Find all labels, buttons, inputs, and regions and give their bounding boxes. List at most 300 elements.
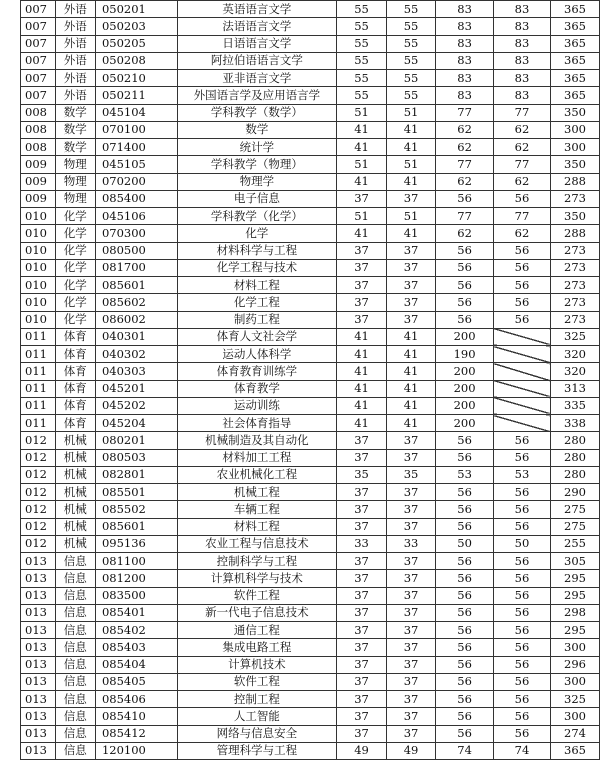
dept-code-cell: 011 bbox=[21, 363, 56, 380]
score-politics-cell: 37 bbox=[337, 277, 387, 294]
score-subject-1-cell: 56 bbox=[436, 708, 494, 725]
score-politics-cell: 41 bbox=[337, 328, 387, 345]
dept-name-cell: 机械 bbox=[55, 501, 95, 518]
score-politics-cell: 55 bbox=[337, 52, 387, 69]
table-row bbox=[21, 501, 600, 518]
major-name-cell: 学科教学（数学） bbox=[177, 104, 337, 121]
score-politics-cell: 51 bbox=[337, 208, 387, 225]
score-subject-1-cell: 77 bbox=[436, 104, 494, 121]
score-subject-1-cell: 200 bbox=[436, 363, 494, 380]
table-row bbox=[21, 570, 600, 587]
score-subject-2-cell: 56 bbox=[493, 570, 550, 587]
score-subject-1-cell: 62 bbox=[436, 139, 494, 156]
table-row bbox=[21, 208, 600, 225]
score-subject-2-cell: 56 bbox=[493, 294, 550, 311]
major-name-cell: 计算机科学与技术 bbox=[177, 570, 337, 587]
score-total-cell: 320 bbox=[551, 346, 600, 363]
score-politics-cell: 55 bbox=[337, 18, 387, 35]
major-code-cell: 083500 bbox=[95, 587, 177, 604]
score-subject-1-cell: 56 bbox=[436, 691, 494, 708]
score-politics-cell: 37 bbox=[337, 484, 387, 501]
score-total-cell: 338 bbox=[551, 415, 600, 432]
score-subject-1-cell: 74 bbox=[436, 742, 494, 759]
major-name-cell: 学科教学（物理） bbox=[177, 156, 337, 173]
major-name-cell: 通信工程 bbox=[177, 622, 337, 639]
dept-code-cell: 007 bbox=[21, 87, 56, 104]
table-row bbox=[21, 673, 600, 690]
dept-name-cell: 信息 bbox=[55, 656, 95, 673]
score-subject-1-cell: 56 bbox=[436, 725, 494, 742]
score-politics-cell: 37 bbox=[337, 449, 387, 466]
major-code-cell: 085501 bbox=[95, 484, 177, 501]
score-politics-cell: 37 bbox=[337, 294, 387, 311]
score-subject-1-cell: 56 bbox=[436, 311, 494, 328]
score-total-cell: 273 bbox=[551, 277, 600, 294]
dept-code-cell: 009 bbox=[21, 190, 56, 207]
score-total-cell: 365 bbox=[551, 87, 600, 104]
dept-name-cell: 机械 bbox=[55, 484, 95, 501]
score-total-cell: 350 bbox=[551, 208, 600, 225]
score-subject-2-cell: 74 bbox=[493, 742, 550, 759]
score-total-cell: 365 bbox=[551, 35, 600, 52]
score-total-cell: 288 bbox=[551, 173, 600, 190]
dept-name-cell: 物理 bbox=[55, 190, 95, 207]
score-total-cell: 300 bbox=[551, 639, 600, 656]
score-politics-cell: 41 bbox=[337, 346, 387, 363]
score-foreign-language-cell: 37 bbox=[386, 432, 436, 449]
score-politics-cell: 37 bbox=[337, 553, 387, 570]
major-code-cell: 085403 bbox=[95, 639, 177, 656]
score-subject-2-cell: 62 bbox=[493, 121, 550, 138]
major-name-cell: 物理学 bbox=[177, 173, 337, 190]
score-foreign-language-cell: 55 bbox=[386, 87, 436, 104]
table-row bbox=[21, 294, 600, 311]
major-code-cell: 086002 bbox=[95, 311, 177, 328]
score-foreign-language-cell: 41 bbox=[386, 363, 436, 380]
major-name-cell: 新一代电子信息技术 bbox=[177, 604, 337, 621]
major-code-cell: 070300 bbox=[95, 225, 177, 242]
major-name-cell: 学科教学（化学） bbox=[177, 208, 337, 225]
score-total-cell: 290 bbox=[551, 484, 600, 501]
score-foreign-language-cell: 37 bbox=[386, 622, 436, 639]
dept-name-cell: 化学 bbox=[55, 311, 95, 328]
table-row bbox=[21, 415, 600, 432]
dept-name-cell: 信息 bbox=[55, 639, 95, 656]
score-total-cell: 273 bbox=[551, 242, 600, 259]
score-foreign-language-cell: 37 bbox=[386, 190, 436, 207]
score-subject-1-cell: 83 bbox=[436, 52, 494, 69]
dept-name-cell: 化学 bbox=[55, 208, 95, 225]
score-total-cell: 365 bbox=[551, 70, 600, 87]
score-politics-cell: 37 bbox=[337, 639, 387, 656]
score-total-cell: 295 bbox=[551, 570, 600, 587]
score-total-cell: 295 bbox=[551, 622, 600, 639]
score-subject-1-cell: 200 bbox=[436, 397, 494, 414]
score-politics-cell: 37 bbox=[337, 311, 387, 328]
major-code-cell: 045105 bbox=[95, 156, 177, 173]
table-row bbox=[21, 346, 600, 363]
score-subject-2-cell: 56 bbox=[493, 277, 550, 294]
score-subject-2-cell: 56 bbox=[493, 449, 550, 466]
score-total-cell: 288 bbox=[551, 225, 600, 242]
major-name-cell: 电子信息 bbox=[177, 190, 337, 207]
major-name-cell: 体育人文社会学 bbox=[177, 328, 337, 345]
dept-name-cell: 体育 bbox=[55, 415, 95, 432]
major-code-cell: 071400 bbox=[95, 139, 177, 156]
table-row bbox=[21, 259, 600, 276]
score-total-cell: 273 bbox=[551, 294, 600, 311]
score-politics-cell: 37 bbox=[337, 604, 387, 621]
table-row bbox=[21, 484, 600, 501]
score-politics-cell: 37 bbox=[337, 673, 387, 690]
score-subject-2-cell: 56 bbox=[493, 587, 550, 604]
score-politics-cell: 41 bbox=[337, 173, 387, 190]
score-subject-2-cell: 62 bbox=[493, 139, 550, 156]
major-code-cell: 085412 bbox=[95, 725, 177, 742]
score-subject-2-cell: 62 bbox=[493, 225, 550, 242]
dept-name-cell: 体育 bbox=[55, 363, 95, 380]
major-code-cell: 095136 bbox=[95, 535, 177, 552]
score-subject-2-cell: 50 bbox=[493, 535, 550, 552]
major-name-cell: 软件工程 bbox=[177, 673, 337, 690]
score-subject-1-cell: 50 bbox=[436, 535, 494, 552]
dept-code-cell: 013 bbox=[21, 622, 56, 639]
score-foreign-language-cell: 37 bbox=[386, 242, 436, 259]
score-foreign-language-cell: 41 bbox=[386, 415, 436, 432]
score-politics-cell: 37 bbox=[337, 587, 387, 604]
score-subject-2-cell: 83 bbox=[493, 70, 550, 87]
score-politics-cell: 37 bbox=[337, 190, 387, 207]
dept-code-cell: 013 bbox=[21, 673, 56, 690]
score-subject-2-cell: 56 bbox=[493, 501, 550, 518]
table-row bbox=[21, 121, 600, 138]
major-code-cell: 085401 bbox=[95, 604, 177, 621]
score-foreign-language-cell: 35 bbox=[386, 466, 436, 483]
dept-code-cell: 011 bbox=[21, 397, 56, 414]
table-row bbox=[21, 190, 600, 207]
score-subject-2-cell bbox=[493, 380, 550, 397]
score-politics-cell: 51 bbox=[337, 156, 387, 173]
dept-code-cell: 007 bbox=[21, 18, 56, 35]
dept-code-cell: 012 bbox=[21, 466, 56, 483]
major-name-cell: 软件工程 bbox=[177, 587, 337, 604]
score-total-cell: 274 bbox=[551, 725, 600, 742]
major-code-cell: 050211 bbox=[95, 87, 177, 104]
score-politics-cell: 41 bbox=[337, 139, 387, 156]
table-row bbox=[21, 397, 600, 414]
score-politics-cell: 37 bbox=[337, 708, 387, 725]
major-code-cell: 045104 bbox=[95, 104, 177, 121]
major-name-cell: 制药工程 bbox=[177, 311, 337, 328]
score-subject-2-cell: 56 bbox=[493, 432, 550, 449]
major-name-cell: 外国语言学及应用语言学 bbox=[177, 87, 337, 104]
score-total-cell: 280 bbox=[551, 432, 600, 449]
score-politics-cell: 55 bbox=[337, 35, 387, 52]
dept-code-cell: 013 bbox=[21, 656, 56, 673]
dept-name-cell: 信息 bbox=[55, 742, 95, 759]
table-row bbox=[21, 432, 600, 449]
table-row bbox=[21, 173, 600, 190]
score-total-cell: 275 bbox=[551, 501, 600, 518]
dept-name-cell: 机械 bbox=[55, 449, 95, 466]
dept-code-cell: 010 bbox=[21, 242, 56, 259]
score-subject-2-cell: 62 bbox=[493, 173, 550, 190]
score-foreign-language-cell: 51 bbox=[386, 156, 436, 173]
score-foreign-language-cell: 37 bbox=[386, 604, 436, 621]
dept-code-cell: 012 bbox=[21, 501, 56, 518]
dept-name-cell: 体育 bbox=[55, 346, 95, 363]
score-subject-2-cell: 56 bbox=[493, 725, 550, 742]
dept-name-cell: 机械 bbox=[55, 432, 95, 449]
score-subject-2-cell: 56 bbox=[493, 622, 550, 639]
dept-name-cell: 信息 bbox=[55, 622, 95, 639]
score-subject-1-cell: 200 bbox=[436, 415, 494, 432]
dept-code-cell: 012 bbox=[21, 535, 56, 552]
dept-name-cell: 信息 bbox=[55, 725, 95, 742]
dept-name-cell: 外语 bbox=[55, 87, 95, 104]
score-total-cell: 296 bbox=[551, 656, 600, 673]
major-code-cell: 040303 bbox=[95, 363, 177, 380]
score-subject-2-cell bbox=[493, 363, 550, 380]
score-politics-cell: 37 bbox=[337, 656, 387, 673]
score-politics-cell: 41 bbox=[337, 397, 387, 414]
table-row bbox=[21, 725, 600, 742]
score-subject-2-cell: 56 bbox=[493, 708, 550, 725]
score-politics-cell: 37 bbox=[337, 259, 387, 276]
table-row bbox=[21, 691, 600, 708]
dept-name-cell: 外语 bbox=[55, 70, 95, 87]
dept-code-cell: 013 bbox=[21, 587, 56, 604]
score-subject-2-cell: 56 bbox=[493, 311, 550, 328]
score-foreign-language-cell: 41 bbox=[386, 121, 436, 138]
score-politics-cell: 37 bbox=[337, 242, 387, 259]
dept-code-cell: 010 bbox=[21, 294, 56, 311]
table-row bbox=[21, 622, 600, 639]
major-name-cell: 统计学 bbox=[177, 139, 337, 156]
major-code-cell: 085402 bbox=[95, 622, 177, 639]
table-row bbox=[21, 277, 600, 294]
score-foreign-language-cell: 33 bbox=[386, 535, 436, 552]
score-subject-1-cell: 56 bbox=[436, 242, 494, 259]
dept-name-cell: 化学 bbox=[55, 242, 95, 259]
major-name-cell: 机械工程 bbox=[177, 484, 337, 501]
major-code-cell: 085601 bbox=[95, 518, 177, 535]
score-total-cell: 300 bbox=[551, 708, 600, 725]
table-row bbox=[21, 225, 600, 242]
major-name-cell: 计算机技术 bbox=[177, 656, 337, 673]
score-foreign-language-cell: 37 bbox=[386, 691, 436, 708]
dept-code-cell: 013 bbox=[21, 639, 56, 656]
major-code-cell: 080201 bbox=[95, 432, 177, 449]
major-name-cell: 亚非语言文学 bbox=[177, 70, 337, 87]
score-total-cell: 280 bbox=[551, 466, 600, 483]
score-politics-cell: 55 bbox=[337, 87, 387, 104]
major-code-cell: 040301 bbox=[95, 328, 177, 345]
table-row bbox=[21, 604, 600, 621]
score-total-cell: 365 bbox=[551, 1, 600, 18]
score-politics-cell: 41 bbox=[337, 225, 387, 242]
major-name-cell: 材料工程 bbox=[177, 518, 337, 535]
score-foreign-language-cell: 37 bbox=[386, 449, 436, 466]
dept-code-cell: 011 bbox=[21, 415, 56, 432]
score-subject-1-cell: 83 bbox=[436, 70, 494, 87]
score-subject-2-cell: 77 bbox=[493, 156, 550, 173]
score-foreign-language-cell: 41 bbox=[386, 139, 436, 156]
dept-code-cell: 007 bbox=[21, 1, 56, 18]
score-total-cell: 325 bbox=[551, 328, 600, 345]
major-code-cell: 050208 bbox=[95, 52, 177, 69]
score-total-cell: 273 bbox=[551, 190, 600, 207]
score-total-cell: 325 bbox=[551, 691, 600, 708]
dept-name-cell: 外语 bbox=[55, 18, 95, 35]
major-code-cell: 082801 bbox=[95, 466, 177, 483]
dept-name-cell: 数学 bbox=[55, 104, 95, 121]
score-subject-1-cell: 56 bbox=[436, 259, 494, 276]
score-subject-2-cell bbox=[493, 415, 550, 432]
score-subject-2-cell: 56 bbox=[493, 656, 550, 673]
major-name-cell: 体育教学 bbox=[177, 380, 337, 397]
score-subject-2-cell: 56 bbox=[493, 242, 550, 259]
score-foreign-language-cell: 37 bbox=[386, 570, 436, 587]
score-subject-1-cell: 56 bbox=[436, 190, 494, 207]
major-name-cell: 人工智能 bbox=[177, 708, 337, 725]
score-foreign-language-cell: 55 bbox=[386, 70, 436, 87]
score-subject-1-cell: 83 bbox=[436, 18, 494, 35]
major-name-cell: 网络与信息安全 bbox=[177, 725, 337, 742]
score-foreign-language-cell: 37 bbox=[386, 259, 436, 276]
score-politics-cell: 41 bbox=[337, 363, 387, 380]
major-name-cell: 数学 bbox=[177, 121, 337, 138]
score-subject-2-cell: 56 bbox=[493, 518, 550, 535]
table-row bbox=[21, 328, 600, 345]
score-total-cell: 300 bbox=[551, 139, 600, 156]
dept-name-cell: 机械 bbox=[55, 535, 95, 552]
major-code-cell: 070200 bbox=[95, 173, 177, 190]
score-subject-1-cell: 56 bbox=[436, 432, 494, 449]
score-subject-2-cell bbox=[493, 328, 550, 345]
score-politics-cell: 37 bbox=[337, 518, 387, 535]
score-subject-1-cell: 56 bbox=[436, 570, 494, 587]
score-total-cell: 365 bbox=[551, 52, 600, 69]
dept-code-cell: 010 bbox=[21, 208, 56, 225]
score-foreign-language-cell: 37 bbox=[386, 484, 436, 501]
score-politics-cell: 37 bbox=[337, 570, 387, 587]
score-subject-2-cell: 83 bbox=[493, 52, 550, 69]
major-code-cell: 050201 bbox=[95, 1, 177, 18]
score-foreign-language-cell: 37 bbox=[386, 501, 436, 518]
score-subject-1-cell: 53 bbox=[436, 466, 494, 483]
score-foreign-language-cell: 37 bbox=[386, 673, 436, 690]
score-subject-2-cell: 83 bbox=[493, 1, 550, 18]
table-row bbox=[21, 363, 600, 380]
dept-name-cell: 外语 bbox=[55, 35, 95, 52]
score-total-cell: 350 bbox=[551, 104, 600, 121]
table-row bbox=[21, 708, 600, 725]
score-subject-2-cell: 56 bbox=[493, 639, 550, 656]
score-subject-2-cell: 83 bbox=[493, 18, 550, 35]
major-name-cell: 化学 bbox=[177, 225, 337, 242]
major-code-cell: 085404 bbox=[95, 656, 177, 673]
dept-code-cell: 013 bbox=[21, 570, 56, 587]
dept-name-cell: 体育 bbox=[55, 328, 95, 345]
dept-code-cell: 013 bbox=[21, 553, 56, 570]
table-row bbox=[21, 742, 600, 759]
dept-code-cell: 011 bbox=[21, 380, 56, 397]
score-politics-cell: 49 bbox=[337, 742, 387, 759]
dept-code-cell: 011 bbox=[21, 346, 56, 363]
dept-code-cell: 013 bbox=[21, 708, 56, 725]
dept-code-cell: 012 bbox=[21, 449, 56, 466]
score-total-cell: 320 bbox=[551, 363, 600, 380]
major-code-cell: 085502 bbox=[95, 501, 177, 518]
score-subject-1-cell: 56 bbox=[436, 294, 494, 311]
table-row bbox=[21, 535, 600, 552]
score-total-cell: 280 bbox=[551, 449, 600, 466]
major-code-cell: 050210 bbox=[95, 70, 177, 87]
score-subject-1-cell: 56 bbox=[436, 656, 494, 673]
score-foreign-language-cell: 37 bbox=[386, 311, 436, 328]
score-subject-2-cell bbox=[493, 346, 550, 363]
major-name-cell: 英语语言文学 bbox=[177, 1, 337, 18]
table-row bbox=[21, 87, 600, 104]
score-subject-2-cell: 77 bbox=[493, 208, 550, 225]
score-foreign-language-cell: 49 bbox=[386, 742, 436, 759]
score-subject-2-cell: 56 bbox=[493, 553, 550, 570]
dept-name-cell: 机械 bbox=[55, 466, 95, 483]
score-subject-2-cell: 53 bbox=[493, 466, 550, 483]
score-total-cell: 295 bbox=[551, 587, 600, 604]
score-total-cell: 255 bbox=[551, 535, 600, 552]
score-foreign-language-cell: 41 bbox=[386, 346, 436, 363]
table-row bbox=[21, 156, 600, 173]
dept-name-cell: 化学 bbox=[55, 277, 95, 294]
score-politics-cell: 41 bbox=[337, 415, 387, 432]
score-foreign-language-cell: 41 bbox=[386, 328, 436, 345]
score-politics-cell: 41 bbox=[337, 380, 387, 397]
table-row bbox=[21, 242, 600, 259]
major-code-cell: 085405 bbox=[95, 673, 177, 690]
dept-code-cell: 010 bbox=[21, 311, 56, 328]
major-name-cell: 社会体育指导 bbox=[177, 415, 337, 432]
major-code-cell: 050203 bbox=[95, 18, 177, 35]
dept-code-cell: 013 bbox=[21, 691, 56, 708]
major-code-cell: 081700 bbox=[95, 259, 177, 276]
dept-code-cell: 008 bbox=[21, 104, 56, 121]
dept-code-cell: 012 bbox=[21, 432, 56, 449]
score-subject-1-cell: 83 bbox=[436, 1, 494, 18]
score-foreign-language-cell: 37 bbox=[386, 708, 436, 725]
score-foreign-language-cell: 37 bbox=[386, 587, 436, 604]
score-subject-1-cell: 77 bbox=[436, 156, 494, 173]
major-name-cell: 材料科学与工程 bbox=[177, 242, 337, 259]
dept-code-cell: 012 bbox=[21, 518, 56, 535]
major-code-cell: 040302 bbox=[95, 346, 177, 363]
dept-name-cell: 体育 bbox=[55, 397, 95, 414]
table-row bbox=[21, 639, 600, 656]
table-row bbox=[21, 52, 600, 69]
score-subject-2-cell: 56 bbox=[493, 691, 550, 708]
score-foreign-language-cell: 41 bbox=[386, 173, 436, 190]
score-total-cell: 365 bbox=[551, 742, 600, 759]
major-code-cell: 085602 bbox=[95, 294, 177, 311]
score-foreign-language-cell: 37 bbox=[386, 553, 436, 570]
score-foreign-language-cell: 37 bbox=[386, 518, 436, 535]
major-code-cell: 050205 bbox=[95, 35, 177, 52]
major-name-cell: 控制工程 bbox=[177, 691, 337, 708]
score-total-cell: 305 bbox=[551, 553, 600, 570]
table-row bbox=[21, 466, 600, 483]
table-row bbox=[21, 70, 600, 87]
